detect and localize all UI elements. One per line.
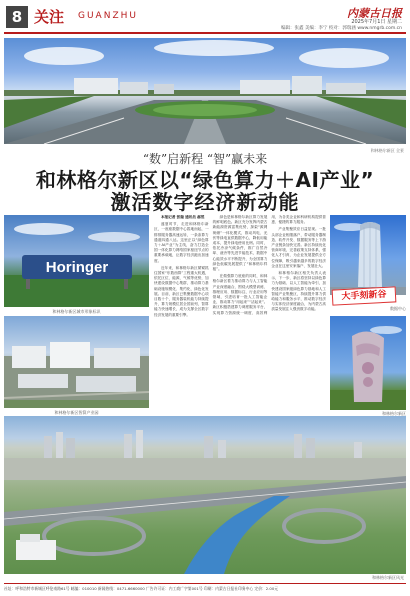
masthead — [4, 4, 406, 34]
hero-photo-credit: 和林格尔新区 全景 — [370, 148, 404, 153]
photo-aerial-city — [4, 416, 406, 574]
article-paragraph: 绿色是和林格尔新区算力发展的鲜明底色。新区充分发挥内蒙古新能源资源富集优势，探索“源网荷储”一体化模式，推动风电、光伏等绿电直供数据中心，降低用能成本，提升绿电使用比例。同时，依托冷凉气候条件，推广自然冷却、液冷等先进节能技术，数据中心能效水平不断提升，为全国算力绿色低碳发展提供了“和林格尔样板”。 — [212, 215, 268, 272]
photo-data-center-tower — [330, 215, 406, 295]
tower-illustration — [330, 215, 406, 295]
article-byline: 本报记者 张瑞 通讯员 郝然 — [161, 215, 205, 219]
newspaper-name: 内蒙古日报 — [347, 7, 402, 20]
photo-horinger-sign — [4, 215, 149, 307]
article-paragraph: 在做强算力底座的同时，和林格尔新区着力推动算力与人工智能产业深度融合，围绕大模型训练、推理应用、数据标注、行业应用等领域，引进培育一批人工智能企业，推动算力“用起来”“活起来”。新区积极搭建算力调度服务平台，实现算力资源统一调度、高效利用，为各类企业和科研机构提供普惠、便捷的算力服务。 — [212, 215, 326, 315]
caption-right-2: 和林格尔新区 — [382, 411, 406, 416]
headline-line-1: 和林格尔新区以“绿色算力＋AI产业” — [35, 168, 375, 192]
caption-right-1: 数据中心 — [390, 306, 406, 311]
edition-date: 2025年7月1日 星期二 — [351, 19, 402, 25]
aerial-city-illustration — [4, 416, 406, 574]
article-paragraph: 盛夏时节，走进和林格尔新区，一座座数据中心拔地而起，一排排服务器高速运转，一条条算力通道四通八达。这里正以“绿色算力＋AI产业”为主线，奋力打造全国一体化算力网络国家枢纽节点的重要承载地，让数字经济跑出加速度。 — [154, 222, 209, 263]
footer-imprint: 社址：呼和浩特市新城区呼伦南路61号 邮编：010010 新闻热线：0471-6660000 广告许可证：内工商广字第001号 印刷：内蒙古日报社印务中心 定价：2.00元 — [4, 583, 406, 592]
industrial-park-illustration — [4, 316, 149, 408]
horinger-sign-illustration — [4, 215, 149, 307]
article-paragraph: 近年来，和林格尔新区紧紧抓住国家“东数西算”工程重大机遇，依托区位、能源、气候等优势，加快建设数据中心集群，推动算力基础设施规模化、集约化、绿色化发展。目前，新区已集聚数据中心项目数十个，服务器装机能力持续提升，算力规模位居全国前列，智算能力快速增长，成为支撑全区数字经济发展的重要引擎。 — [154, 265, 209, 317]
article-paragraph: 和林格尔新区相关负责人表示，下一步，新区将坚持以绿色算力为基础、以人工智能为牵引，加快建设国家级绿色算力基地和人工智能产业集聚区，持续提升算力供给能力和服务水平，推动数字经济与实体经济深度融合，为内蒙古高质量发展注入强劲数字动能。 — [271, 271, 326, 312]
article-paragraph: 产业集聚效应日益显现。一批头部企业相继落户，带动服务器制造、软件开发、数据服务等上下游产业链条加快完善。新区持续优化营商环境，完善政策支持体系，强化人才引育，为企业发展提供全方位保障，吸引越来越多的数字经济企业在这里安家落户、发展壮大。 — [271, 227, 326, 268]
editors-line: 编辑：张鑫 美编：李宁 校对：郭瑞涵 www.nmgrb.com.cn — [281, 26, 402, 31]
article-body — [154, 215, 326, 413]
hero-photo-illustration — [4, 38, 406, 144]
section-title-en: GUANZHU — [78, 11, 138, 21]
slogan-sign: 大手刻新谷 — [332, 286, 397, 305]
caption-left-2: 和林格尔新区智算产业园 — [54, 410, 99, 415]
section-title: 关注 — [34, 8, 65, 26]
photo-industrial-park — [4, 316, 149, 408]
caption-bottom: 和林格尔新区风光 — [372, 575, 404, 580]
hero-photo — [4, 38, 406, 144]
stone-monument-illustration — [330, 316, 406, 410]
headline-line-2: 激活数字经济新动能 — [110, 190, 300, 214]
headline-kicker: “数”启新程 “智”赢未来 — [142, 152, 268, 166]
horinger-sign-text: Horinger — [45, 259, 109, 276]
page-number: 8 — [6, 6, 28, 28]
photo-stone-monument — [330, 316, 406, 410]
caption-left-1: 和林格尔新区城市形象标识 — [52, 309, 101, 314]
